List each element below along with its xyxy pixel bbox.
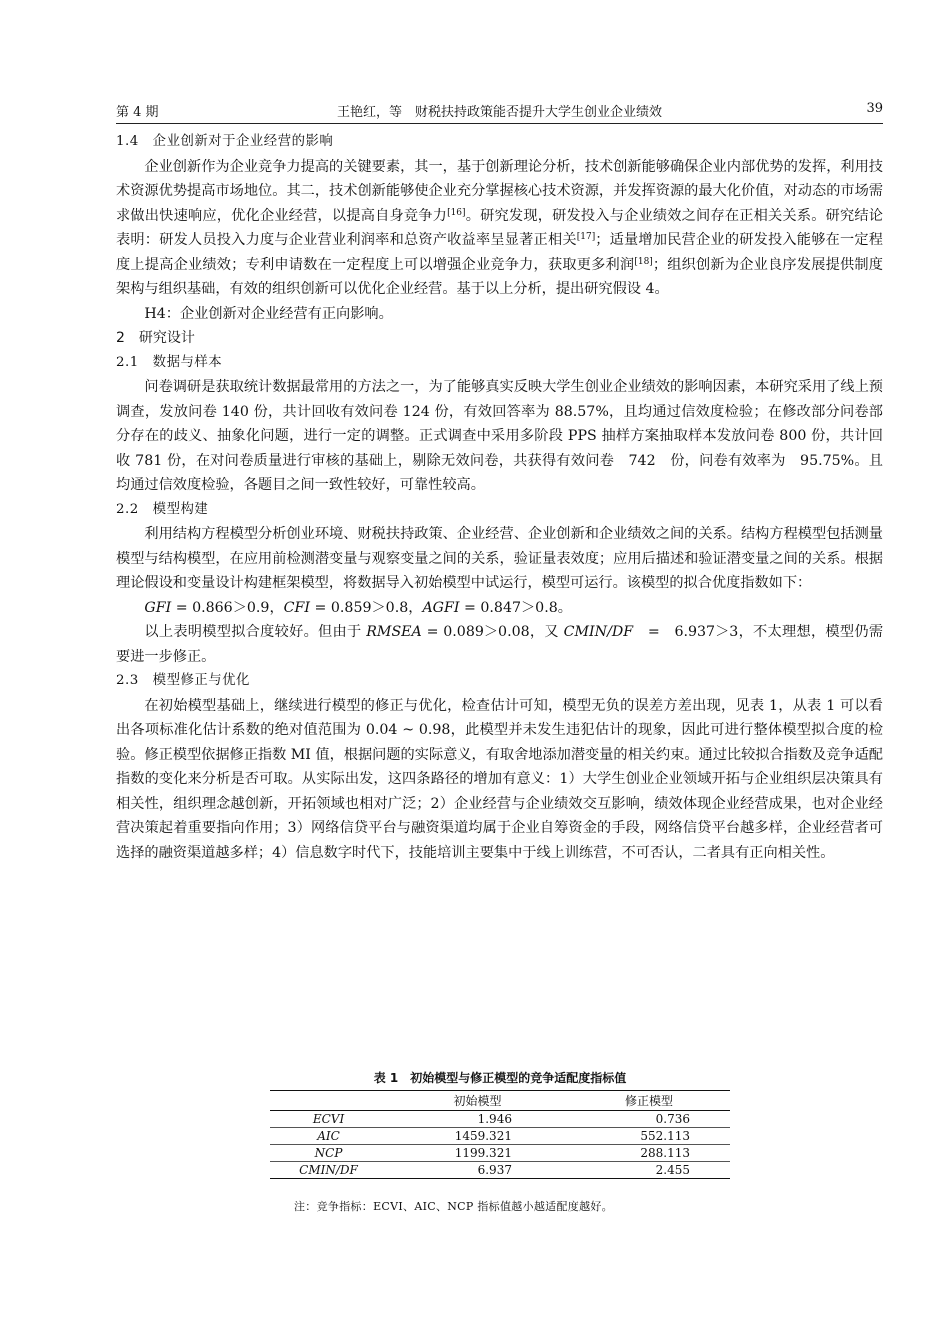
table-cell: CMIN/DF bbox=[299, 1163, 358, 1177]
running-header bbox=[116, 101, 883, 124]
table-note: 注：竞争指标：ECVI、AIC、NCP 指标值越小越适配度越好。 bbox=[294, 1200, 613, 1213]
table-cell: 0.736 bbox=[568, 1111, 730, 1128]
table-row bbox=[270, 1145, 730, 1162]
table-row bbox=[270, 1111, 730, 1128]
table-cell: 1.946 bbox=[387, 1111, 568, 1128]
table-cell: ECVI bbox=[270, 1111, 387, 1128]
table-cell: NCP bbox=[270, 1145, 387, 1162]
table-1 bbox=[270, 1069, 730, 1179]
table-header-cell bbox=[270, 1091, 387, 1111]
table-header-cell: 修正模型 bbox=[568, 1091, 730, 1111]
table-cell: 6.937 bbox=[477, 1163, 512, 1177]
citation-16: [16] bbox=[447, 207, 466, 218]
table-header-cell: 初始模型 bbox=[387, 1091, 568, 1111]
section-1-4-paragraph: 企业创新作为企业竞争力提高的关键要素，其一，基于创新理论分析，技术创新能够确保企业内部优势的发挥，利用技术资源优势提高市场地位。其二，技术创新能够使企业充分掌握核心技术资源，并发挥资源的最大化价值，对动态的市场需求做出快速响应，优化企业经营，以提高自身竞争力[16]。研究发现，研发投入与企业绩效之间存在正相关关系。研究结论表明：研发人员投入力度与企业营业利润率和总资产收益率呈显著正相关[17]；适量增加民营企业的研发投入能够在一定程度上提高企业绩效；专利申请数在一定程度上可以增强企业竞争力，获取更多利润[18]；组织创新为企业良序发展提供制度架构与组织基础，有效的组织创新可以优化企业经营。基于以上分析，提出研究假设 4。 bbox=[116, 158, 883, 297]
table-cell: 552.113 bbox=[568, 1128, 730, 1145]
hypothesis-h4: H4：企业创新对企业经营有正向影响。 bbox=[144, 305, 393, 322]
fit-indices-equation: GFI = 0.866＞0.9，CFI = 0.859＞0.8，AGFI = 0.847＞0.8。 bbox=[144, 599, 572, 616]
issue-number: 第 4 期 bbox=[116, 105, 159, 120]
table-cell: 288.113 bbox=[568, 1145, 730, 1162]
table-cell: AIC bbox=[270, 1128, 387, 1145]
section-2-3-paragraph: 在初始模型基础上，继续进行模型的修正与优化，检查估计可知，模型无负的误差方差出现，见表 1，从表 1 可以看出各项标准化估计系数的绝对值范围为 0.04 ~ 0.98，此模型并未发生违犯估计的现象，因此可进行整体模型拟合度的检验。修正模型依据修正指数 MI 值，根据问题的实际意义，有取舍地添加潜变量的相关约束。通过比较拟合指数及竞争适配指数的变化来分析是否可取。从实际出发，这四条路径的增加有意义：1）大学生创业企业领域开拓与企业组织层决策具有相关性，组织理念越创新，开拓领域也相对广泛；2）企业经营与企业绩效交互影响，绩效体现企业经营成果，也对企业经营决策起着重要指向作用；3）网络信贷平台与融资渠道均属于企业自筹资金的手段，网络信贷平台越多样，企业经营者可选择的融资渠道越多样；4）信息数字时代下，技能培训主要集中于线上训练营，不可否认，二者具有正向相关性。 bbox=[116, 697, 883, 861]
page-number: 39 bbox=[866, 101, 883, 116]
citation-17: [17] bbox=[576, 232, 596, 242]
section-2-1-heading: 2.1 数据与样本 bbox=[116, 354, 223, 370]
section-2-3-heading: 2.3 模型修正与优化 bbox=[116, 673, 250, 688]
section-2-2-paragraph-2: 以上表明模型拟合度较好。但由于 RMSEA = 0.089＞0.08，又 CMIN/DF = 6.937＞3，不太理想，模型仍需要进一步修正。 bbox=[116, 624, 884, 665]
table-cell: 1199.321 bbox=[387, 1145, 568, 1162]
article-body bbox=[116, 130, 883, 865]
citation-18: [18] bbox=[634, 256, 653, 267]
table-row bbox=[270, 1128, 730, 1145]
section-2-2-paragraph: 利用结构方程模型分析创业环境、财税扶持政策、企业经营、企业创新和企业绩效之间的关系。结构方程模型包括测量模型与结构模型，在应用前检测潜变量与观察变量之间的关系，验证量表效度；应用后描述和验证潜变量之间的关系。根据理论假设和变量设计构建框架模型，将数据导入初始模型中试运行，模型可运行。该模型的拟合优度指数如下： bbox=[116, 526, 883, 591]
table-caption: 表 1 初始模型与修正模型的竞争适配度指标值 bbox=[373, 1071, 627, 1085]
section-2-2-heading: 2.2 模型构建 bbox=[116, 501, 209, 517]
running-title: 王艳红，等 财税扶持政策能否提升大学生创业企业绩效 bbox=[336, 105, 662, 120]
table-row bbox=[270, 1162, 730, 1179]
section-2-1-paragraph: 问卷调研是获取统计数据最常用的方法之一，为了能够真实反映大学生创业企业绩效的影响因素，本研究采用了线上预调查，发放问卷 140 份，共计回收有效问卷 124 份，有效回答率为 88.57%，且均通过信效度检验；在修改部分问卷部分存在的歧义、抽象化问题，进行一定的调整。正式调查中采用多阶段 PPS 抽样方案抽取样本发放问卷 800 份，共计回收 781 份，在对问卷质量进行审核的基础上，剔除无效问卷，共获得有效问卷 742 份，问卷有效率为 95.75%。且均通过信效度检验，各题目之间一致性较好，可靠性较高。 bbox=[116, 379, 883, 493]
table-cell: 2.455 bbox=[655, 1163, 690, 1177]
fit-indices-table bbox=[270, 1090, 730, 1179]
table-header-row bbox=[270, 1091, 730, 1111]
section-2-heading: 2 研究设计 bbox=[116, 330, 195, 346]
table-cell: 1459.321 bbox=[387, 1128, 568, 1145]
section-1-4-heading: 1.4 企业创新对于企业经营的影响 bbox=[116, 134, 334, 149]
